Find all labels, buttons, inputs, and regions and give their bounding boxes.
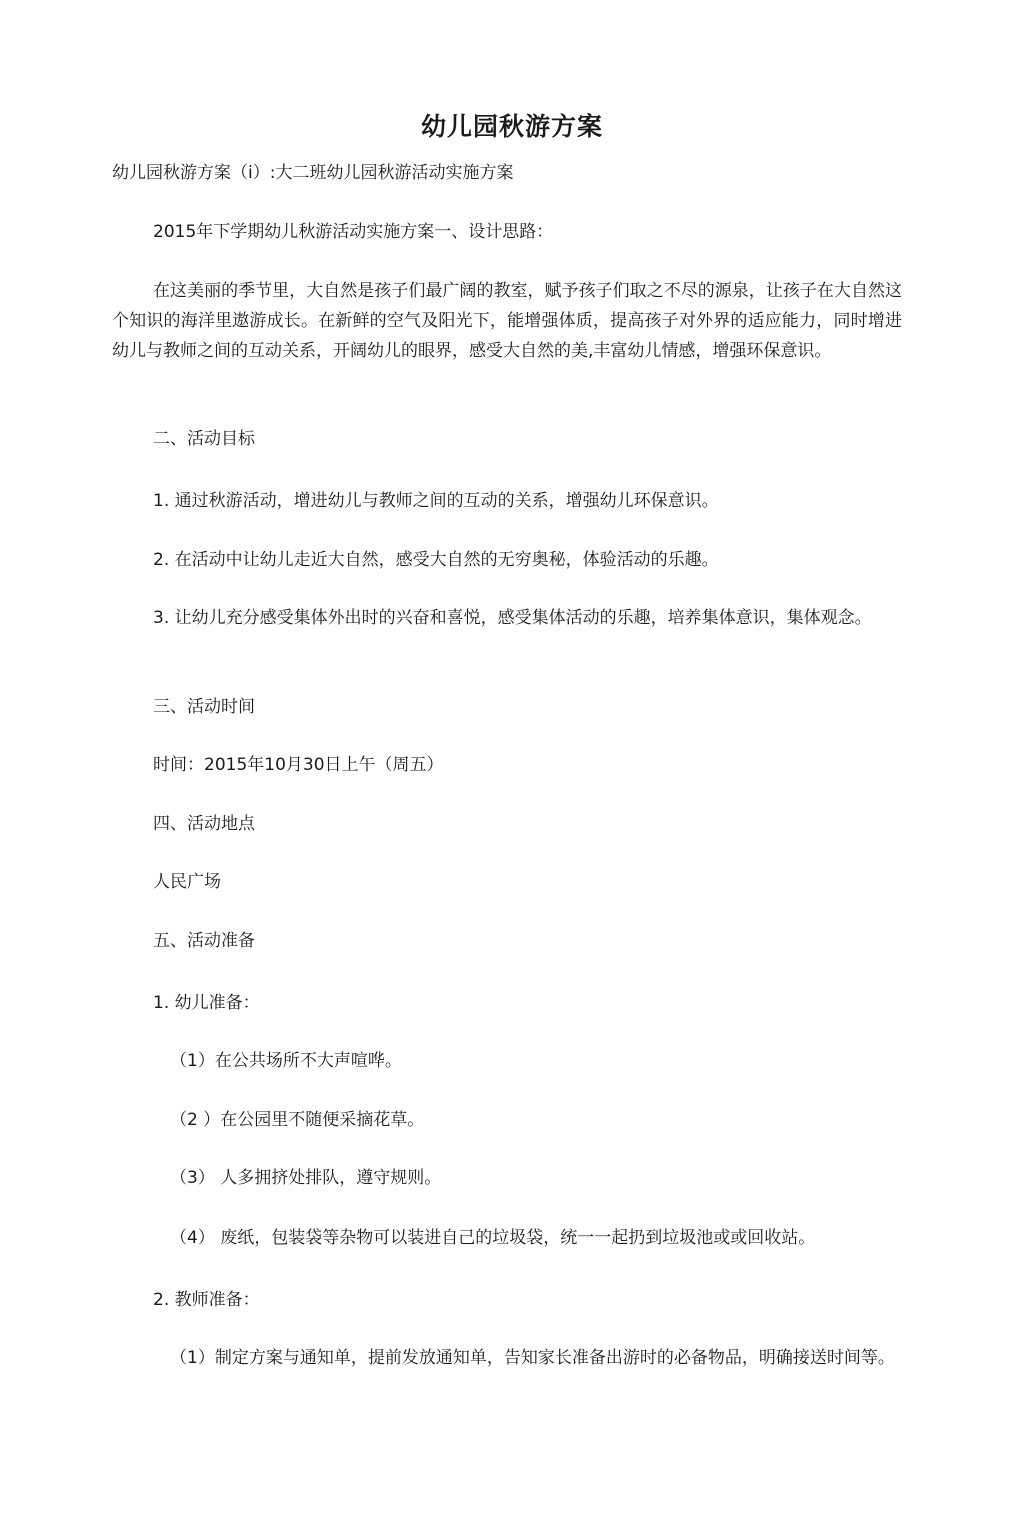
- time-text: 时间：2015年10月30日上午（周五）: [153, 755, 444, 775]
- prep-teachers-item-1: （1）制定方案与通知单，提前发放通知单，告知家长准备出游时的必备物品，明确接送时间等。: [170, 1348, 895, 1368]
- prep-children-item-1: （1）在公共场所不大声喧哗。: [170, 1051, 402, 1071]
- location-text: 人民广场: [153, 872, 221, 892]
- prep-heading-teachers: 2. 教师准备：: [153, 1290, 260, 1310]
- prep-children-item-4: （4） 废纸，包装袋等杂物可以装进自己的垃圾袋，统一一起扔到垃圾池或或回收站。: [170, 1228, 816, 1248]
- document-title: 幼儿园秋游方案: [420, 112, 603, 141]
- goal-item-2: 2. 在活动中让幼儿走近大自然，感受大自然的无穷奥秘，体验活动的乐趣。: [153, 550, 719, 570]
- document-subtitle: 幼儿园秋游方案（i）:大二班幼儿园秋游活动实施方案: [112, 163, 514, 183]
- section-heading-location: 四、活动地点: [153, 814, 255, 834]
- section-heading-time: 三、活动时间: [153, 697, 255, 717]
- goal-item-1: 1. 通过秋游活动，增进幼儿与教师之间的互动的关系，增强幼儿环保意识。: [153, 491, 719, 511]
- prep-heading-children: 1. 幼儿准备：: [153, 993, 260, 1013]
- section-heading-preparation: 五、活动准备: [153, 931, 255, 951]
- prep-children-item-3: （3） 人多拥挤处排队，遵守规则。: [170, 1168, 442, 1188]
- prep-children-item-2: （2 ）在公园里不随便采摘花草。: [170, 1110, 425, 1130]
- intro-paragraph: 在这美丽的季节里，大自然是孩子们最广阔的教室，赋予孩子们取之不尽的源泉，让孩子在大自然这个知识的海洋里遨游成长。在新鲜的空气及阳光下，能增强体质，提高孩子对外界的适应能力，同时增进幼儿与教师之间的互动关系，开阔幼儿的眼界，感受大自然的美,丰富幼儿情感，增强环保意识。: [112, 281, 902, 361]
- intro-heading: 2015年下学期幼儿秋游活动实施方案一、设计思路：: [153, 222, 554, 242]
- section-heading-goals: 二、活动目标: [153, 429, 255, 449]
- goal-item-3: 3. 让幼儿充分感受集体外出时的兴奋和喜悦，感受集体活动的乐趣，培养集体意识，集体观念。: [153, 608, 872, 628]
